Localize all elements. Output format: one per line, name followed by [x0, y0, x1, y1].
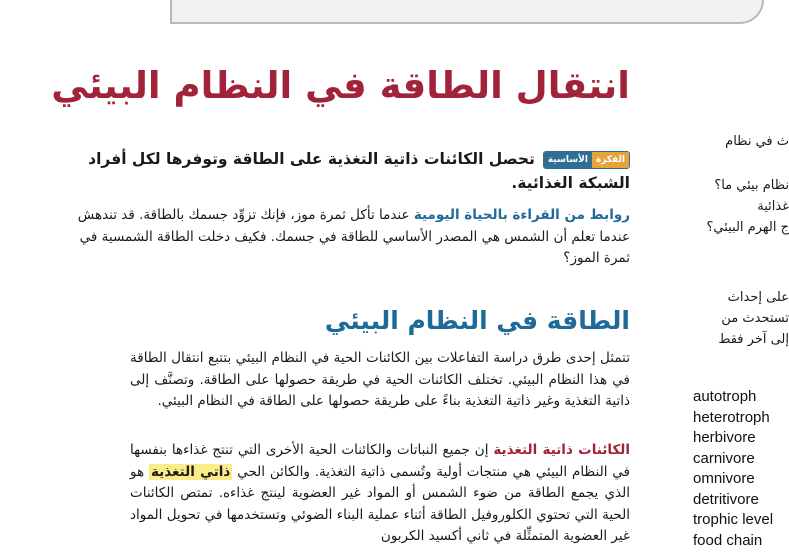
sidebar-question-3-line: إلى آخر فقط: [718, 332, 789, 347]
reading-link: [70, 205, 630, 270]
sidebar-question-3: [690, 287, 789, 350]
sidebar-question-2-line: نظام بيئي ما؟: [714, 178, 789, 193]
paragraph-2-text-2: هو الذي يجمع الطاقة من ضوء الشمس أو المواد غير العضوية لينتج غذاءه. تمتص الكائنات الحية التي تحتوي الكلوروفيل الطاقة أثناء عملية البناء الضوئي وتستخدمها في تحويل المواد غير العضوية المتمثِّلة في ثاني أكسيد الكربون: [130, 463, 630, 544]
main-idea-text: تحصل الكائنات ذاتية التغذية على الطاقة وتوفرها لكل أفراد الشبكة الغذائية.: [88, 150, 630, 192]
sidebar-question-1: [690, 131, 789, 152]
reading-link-lead: روابط من القراءة بالحياة اليومية: [413, 207, 630, 223]
badge-right: الأساسية: [544, 152, 592, 168]
paragraph-2-text-1: إن جميع النباتات والكائنات الحية الأخرى التي تنتج غذاءها بنفسها في النظام البيئي هي منتجات أولية وتُسمى ذاتية التغذية. والكائن الحي: [130, 442, 630, 480]
vocabulary-item: food chain: [693, 531, 763, 549]
term-autotrophs: الكائنات ذاتية التغذية: [493, 442, 631, 458]
sidebar-question-2: [690, 175, 789, 238]
sidebar-question-2-line: غذائية: [757, 199, 789, 214]
reading-link-text: عندما تأكل ثمرة موز، فإنك تزوِّد جسمك بالطاقة. قد تندهش عندما تعلم أن الشمس هي المصدر الأساسي للطاقة في جسمك. فكيف دخلت الطاقة الشمسية في ثمرة الموز؟: [77, 207, 630, 266]
vocabulary-item: herbivore: [693, 429, 756, 446]
vocabulary-item: detritivore: [693, 490, 759, 508]
page-title: انتقال الطاقة في النظام البيئي: [51, 64, 630, 107]
sidebar-question-3-line: تستحدث من: [721, 311, 789, 326]
vocabulary-item: omnivore: [693, 470, 755, 487]
sidebar-question-1-line: ث في نظام: [725, 134, 789, 149]
paragraph-2: [130, 440, 630, 548]
vocabulary-list: [693, 387, 789, 551]
section-title: الطاقة في النظام البيئي: [324, 306, 630, 335]
main-idea-badge: [543, 151, 630, 169]
vocabulary-item: trophic level: [693, 511, 774, 528]
vocabulary-item: heterotroph: [693, 408, 770, 426]
vocabulary-item: autotroph: [693, 388, 757, 405]
paragraph-1: تتمثل إحدى طرق دراسة التفاعلات بين الكائنات الحية في النظام البيئي بتتبع انتقال الطاقة في هذا النظام البيئي. تختلف الكائنات الحية في طريقة حصولها على الطاقة. وتصنَّف إلى ذاتية التغذية وغير ذاتية التغذية بناءً على طريقة حصولها على الطاقة في النظام البيئي.: [130, 350, 630, 409]
term-autotroph-highlight: ذاتي التغذية: [150, 463, 231, 480]
sidebar-question-2-line: ج الهرم البيئي؟: [706, 220, 789, 235]
vocabulary-item: carnivore: [693, 449, 755, 467]
top-page-band: [170, 0, 764, 24]
badge-left: الفكرة: [592, 152, 629, 168]
sidebar-question-3-line: على إحداث: [727, 290, 789, 305]
main-idea: [70, 147, 630, 195]
